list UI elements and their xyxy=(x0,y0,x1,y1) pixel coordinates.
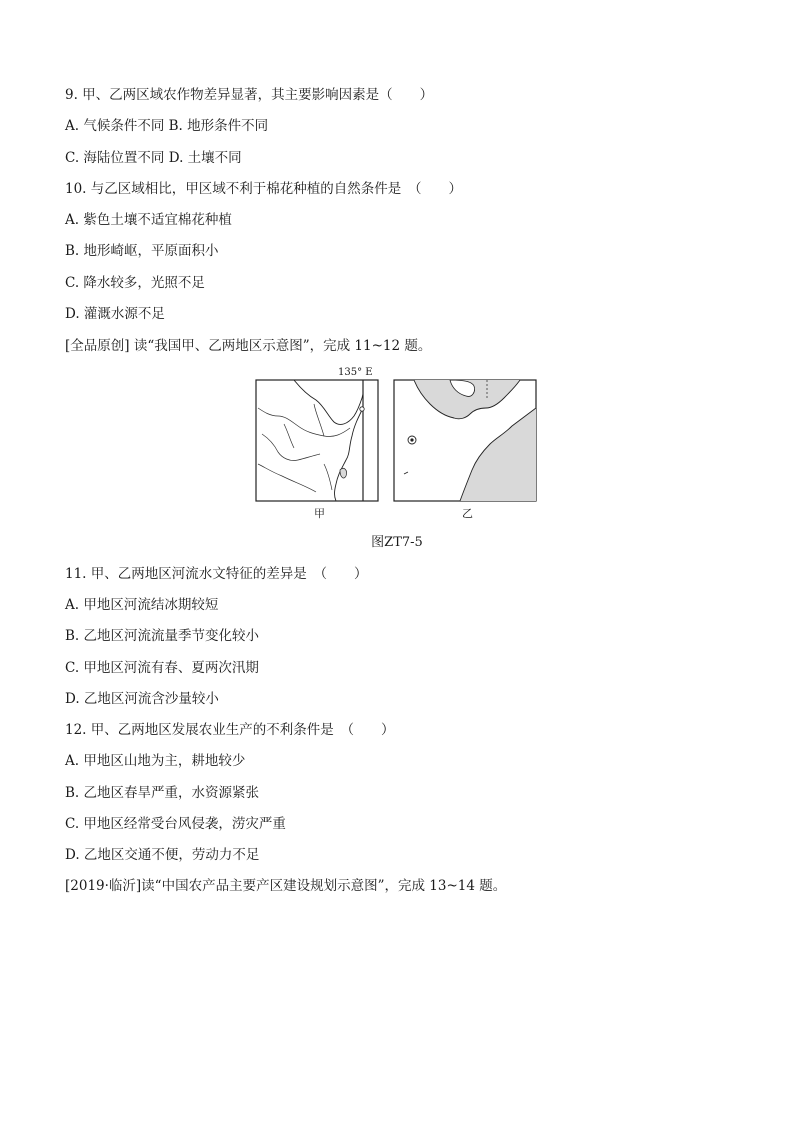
map-a-label: 甲 xyxy=(314,507,325,520)
question-10-stem: 10. 与乙区域相比，甲区域不利于棉花种植的自然条件是 （ ） xyxy=(65,181,463,197)
map-b xyxy=(394,380,536,501)
meridian-label: 135° E xyxy=(338,367,373,378)
question-11-option-c: C. 甲地区河流有春、夏两次汛期 xyxy=(65,660,259,676)
question-9-options-cd: C. 海陆位置不同 D. 土壤不同 xyxy=(65,150,242,166)
question-10-option-a: A. 紫色土壤不适宜棉花种植 xyxy=(65,212,232,228)
figure-caption: 图ZT7-5 xyxy=(371,535,423,550)
map-svg xyxy=(254,364,538,524)
question-11-stem: 11. 甲、乙两地区河流水文特征的差异是 （ ） xyxy=(65,566,368,582)
question-12-option-c: C. 甲地区经常受台风侵袭，涝灾严重 xyxy=(65,816,286,832)
question-10-option-d: D. 灌溉水源不足 xyxy=(65,306,165,322)
question-11-option-d: D. 乙地区河流含沙量较小 xyxy=(65,691,219,707)
question-12-option-d: D. 乙地区交通不便，劳动力不足 xyxy=(65,847,260,863)
question-11-option-a: A. 甲地区河流结冰期较短 xyxy=(65,597,219,613)
section-intro-13-14: [2019·临沂]读“中国农产品主要产区建设规划示意图”，完成 13~14 题。 xyxy=(65,878,507,894)
question-12-option-b: B. 乙地区春旱严重，水资源紧张 xyxy=(65,785,260,801)
question-11-option-b: B. 乙地区河流流量季节变化较小 xyxy=(65,628,260,644)
question-9-options-ab: A. 气候条件不同 B. 地形条件不同 xyxy=(65,118,269,134)
question-12-option-a: A. 甲地区山地为主，耕地较少 xyxy=(65,753,246,769)
question-12-stem: 12. 甲、乙两地区发展农业生产的不利条件是 （ ） xyxy=(65,722,395,738)
map-figure xyxy=(254,364,538,524)
section-intro-11-12: [全品原创] 读“我国甲、乙两地区示意图”，完成 11~12 题。 xyxy=(65,338,432,354)
question-10-option-b: B. 地形崎岖，平原面积小 xyxy=(65,243,219,259)
map-b-label: 乙 xyxy=(462,507,473,520)
question-10-option-c: C. 降水较多，光照不足 xyxy=(65,275,205,291)
question-9-stem: 9. 甲、乙两区域农作物差异显著，其主要影响因素是（ ） xyxy=(65,87,434,103)
map-a xyxy=(256,380,378,501)
